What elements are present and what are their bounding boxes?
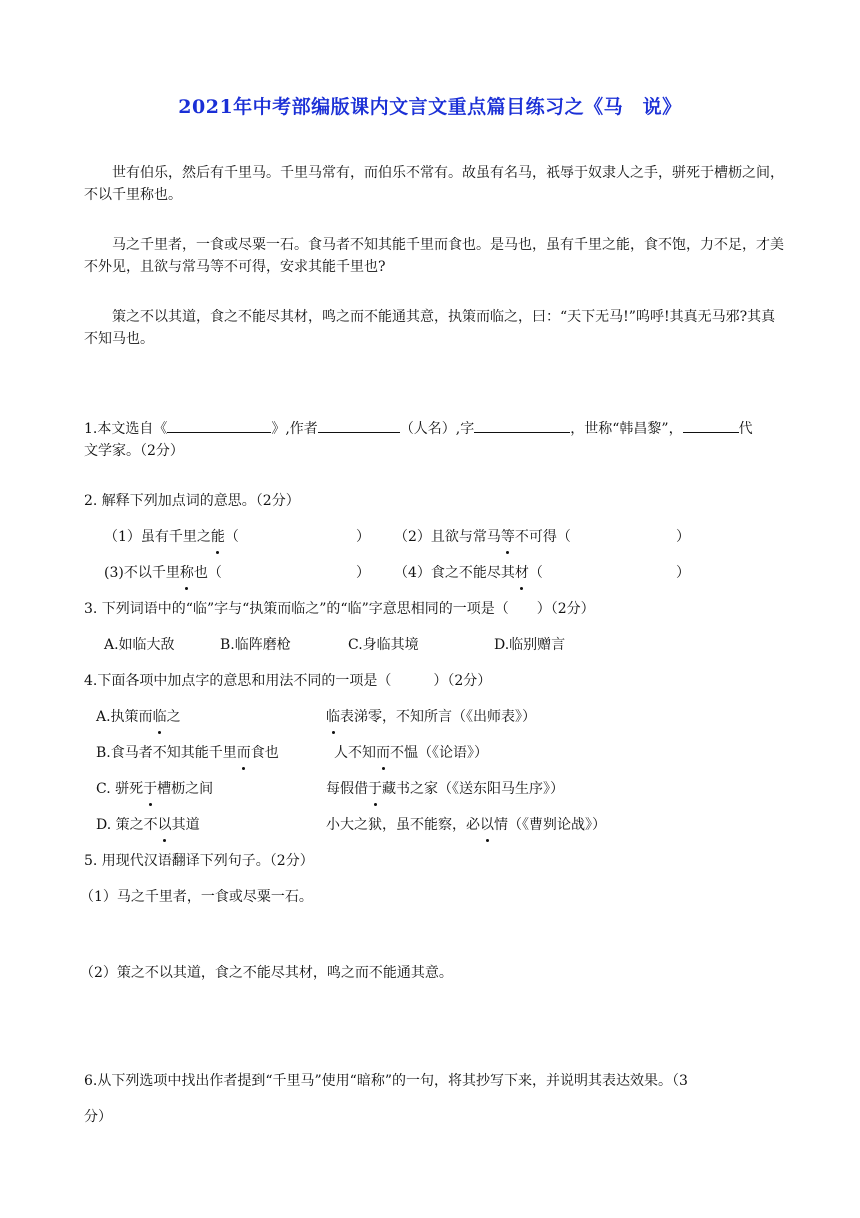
q1-text-d: ，世称“韩昌黎”，	[570, 421, 683, 437]
question-4-stem: 4.下面各项中加点字的意思和用法不同的一项是（ ）（2分）	[84, 673, 492, 689]
passage-paragraph-3: 策之不以其道，食之不能尽其材，鸣之而不能通其意，执策而临之，曰：“天下无马!”呜呼!其真无马邪?其真不知马也。	[84, 309, 776, 347]
q4-d-right-tail: 情（《曹刿论战》）	[494, 817, 606, 833]
q4-c-right-dotted-char: 于	[368, 778, 382, 800]
q4-d-left-text: D. 策之不	[96, 817, 158, 833]
question-5-stem: 5. 用现代汉语翻译下列句子。（2分）	[84, 853, 314, 869]
q4-d-left-dotted-char: 以	[158, 814, 172, 836]
q4-c-left-tail: 槽枥之间	[157, 781, 214, 797]
q4-a-left-dotted-char: 临	[153, 706, 167, 728]
q2-item-2-close: ）	[676, 529, 690, 545]
q4-b-right-tail: 不愠（《论语》）	[390, 745, 488, 761]
q4-a-left-tail: 之	[166, 709, 181, 725]
q4-option-c-right	[326, 778, 564, 800]
q3-option-a[interactable]: A.如临大敌	[104, 637, 175, 653]
q2-item-2-open: 不可得（	[514, 529, 571, 545]
q4-c-left-dotted-char: 于	[143, 778, 157, 800]
q2-item-4	[394, 562, 543, 584]
q4-option-b-right	[334, 742, 488, 764]
q2-item-4-dotted-char: 材	[515, 562, 529, 584]
q4-option-d-left[interactable]	[96, 814, 200, 836]
q4-b-right-dotted-char: 而	[376, 742, 390, 764]
q1-text-b: 》,作者	[271, 421, 318, 437]
document-title: 2021年中考部编版课内文言文重点篇目练习之《马 说》	[178, 96, 682, 118]
question-2-stem: 2. 解释下列加点词的意思。（2分）	[84, 493, 300, 509]
q4-option-b-left[interactable]	[96, 742, 279, 764]
q1-text-a: 1.本文选自《	[84, 421, 168, 437]
q4-d-right-dotted-char: 以	[480, 814, 494, 836]
q5-sentence-2: （2）策之不以其道，食之不能尽其材，鸣之而不能通其意。	[80, 965, 453, 981]
q4-c-left-text: C. 骈死	[96, 781, 144, 797]
q2-item-2-text: （2）且欲与常马	[394, 529, 501, 545]
q4-option-d-right	[326, 814, 606, 836]
q4-b-left-tail: 食也	[250, 745, 279, 761]
q2-item-4-text: （4）食之不能尽其	[394, 565, 515, 581]
q2-item-1-text: （1）虽有千里之	[104, 529, 211, 545]
q4-c-right-tail: 藏书之家（《送东阳马生序》）	[382, 781, 564, 797]
q2-item-2	[394, 526, 571, 548]
q2-item-3-open: 也（	[193, 565, 222, 581]
q1-blank-dynasty[interactable]	[683, 418, 739, 433]
question-6-line2: 分）	[84, 1109, 112, 1125]
q4-option-a-left[interactable]	[96, 706, 181, 728]
q2-item-2-dotted-char: 等	[501, 526, 515, 548]
q3-option-c[interactable]: C.身临其境	[348, 637, 419, 653]
q2-item-1-open: （	[224, 529, 239, 545]
question-1	[84, 418, 784, 462]
q2-item-3-close: ）	[356, 565, 370, 581]
passage-paragraph-1: 世有伯乐，然后有千里马。千里马常有，而伯乐不常有。故虽有名马，祇辱于奴隶人之手，骈死于槽枥之间，不以千里称也。	[84, 165, 784, 203]
question-3-stem: 3. 下列词语中的“临”字与“执策而临之”的“临”字意思相同的一项是（ ）（2分）	[84, 601, 595, 617]
q2-item-1	[104, 526, 239, 548]
q2-item-4-close: ）	[676, 565, 690, 581]
q4-option-c-left[interactable]	[96, 778, 213, 800]
q4-d-left-tail: 其道	[171, 817, 200, 833]
q1-text-e: 代	[738, 421, 753, 437]
q3-option-b[interactable]: B.临阵磨枪	[220, 637, 291, 653]
q4-option-a-right	[326, 706, 536, 728]
q2-item-3-text: (3)不以千里	[104, 565, 180, 581]
q2-item-4-open: （	[528, 565, 543, 581]
q3-option-d[interactable]: D.临别赠言	[494, 637, 566, 653]
q2-item-1-dotted-char: 能	[211, 526, 225, 548]
q4-c-right-text: 每假借	[326, 781, 368, 797]
q4-d-right-text: 小大之狱，虽不能察，必	[326, 817, 480, 833]
q1-line2: 文学家。（2分）	[84, 443, 184, 459]
passage-paragraph-2: 马之千里者，一食或尽粟一石。食马者不知其能千里而食也。是马也，虽有千里之能，食不饱，力不足，才美不外见，且欲与常马等不可得，安求其能千里也?	[84, 237, 784, 275]
q2-item-3	[104, 562, 222, 584]
q4-b-left-dotted-char: 而	[237, 742, 251, 764]
q2-item-3-dotted-char: 称	[180, 562, 194, 584]
q4-a-left-text: A.执策而	[96, 709, 153, 725]
q4-b-left-text: B.食马者不知其能千里	[96, 745, 237, 761]
q2-item-1-close: ）	[356, 529, 370, 545]
q4-b-right-text: 人不知	[334, 745, 376, 761]
q1-blank-author[interactable]	[318, 418, 400, 433]
q1-blank-courtesy-name[interactable]	[474, 418, 570, 433]
q4-a-right-dotted-char: 临	[326, 706, 340, 728]
q4-a-right-tail: 表涕零，不知所言（《出师表》）	[340, 709, 536, 725]
q5-sentence-1: （1）马之千里者，一食或尽粟一石。	[80, 889, 313, 905]
q1-blank-book[interactable]	[167, 418, 271, 433]
q1-text-c: （人名）,字	[399, 421, 475, 437]
question-6-stem: 6.从下列选项中找出作者提到“千里马”使用“暗称”的一句，将其抄写下来，并说明其表达效果。（3	[84, 1073, 688, 1089]
